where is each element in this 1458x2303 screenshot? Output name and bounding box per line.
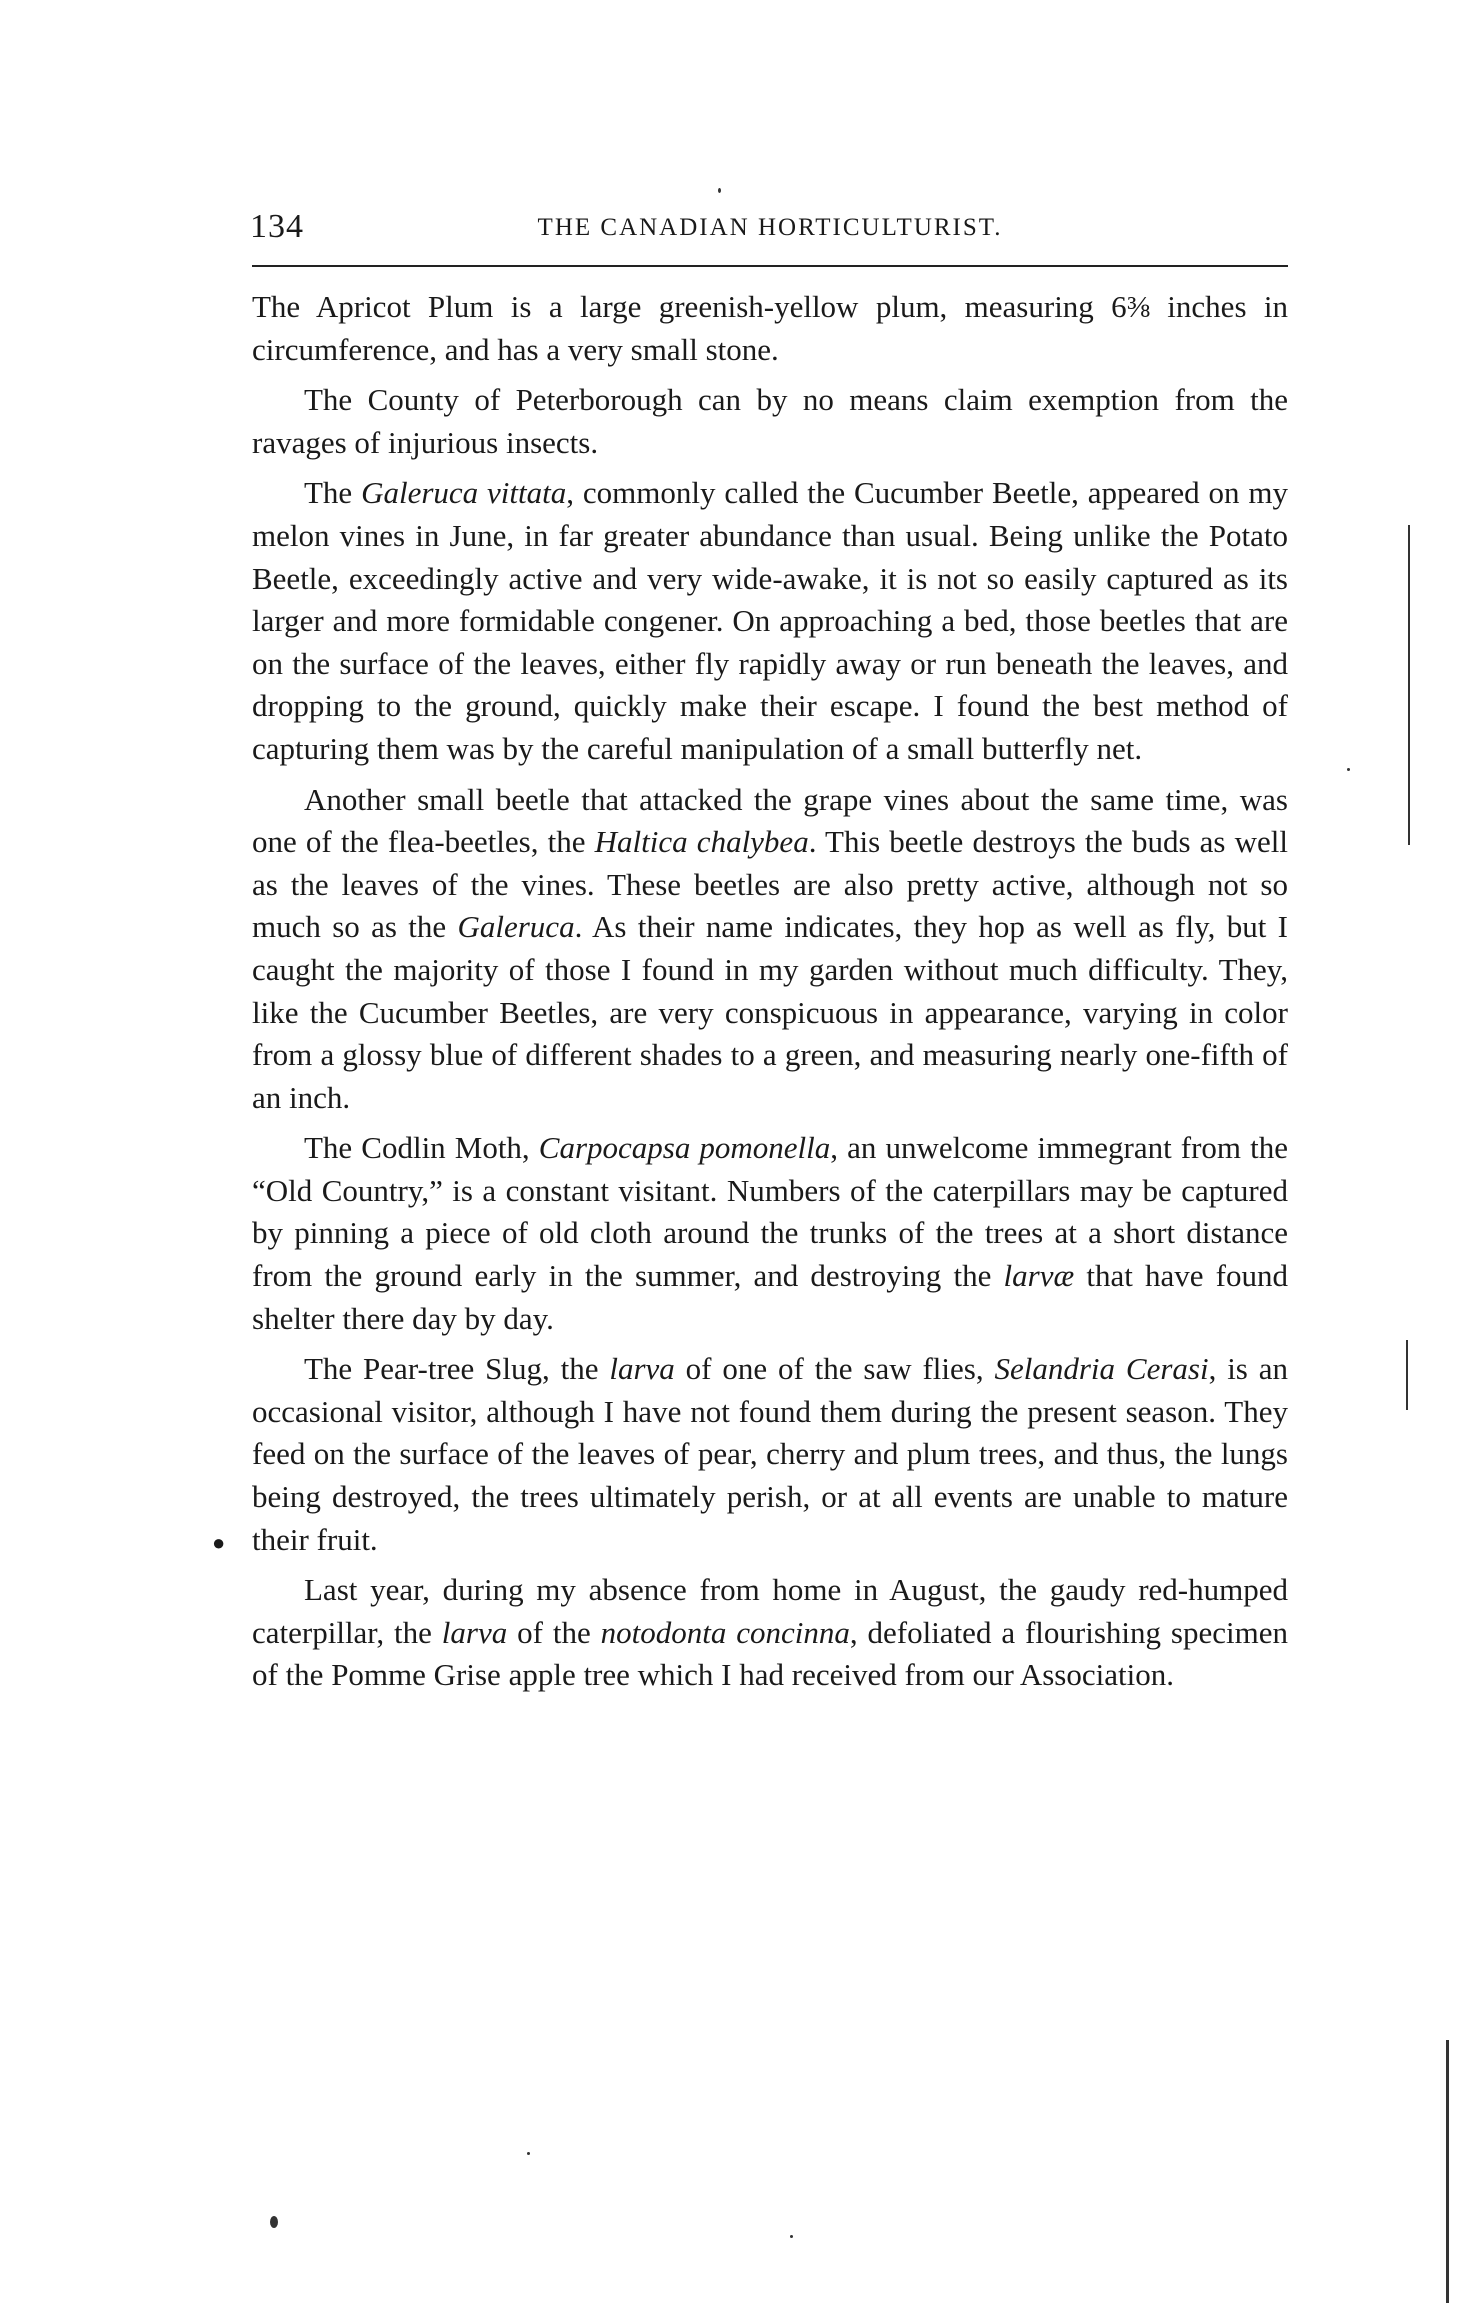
paragraph xyxy=(252,286,1288,371)
scan-speck xyxy=(527,2152,530,2155)
page-number: 134 xyxy=(250,208,304,245)
scan-margin-line xyxy=(1408,525,1410,845)
italic-term: Haltica chalybea xyxy=(594,824,809,860)
scan-speck xyxy=(718,188,721,193)
text-run: of the xyxy=(507,1614,601,1650)
running-title: THE CANADIAN HORTICULTURIST. xyxy=(537,214,1003,241)
italic-term: Carpocapsa pomonella xyxy=(538,1130,831,1166)
scan-speck xyxy=(790,2235,793,2238)
text-run: that have found shelter there day by day. xyxy=(252,1258,1289,1336)
header-rule xyxy=(252,265,1288,267)
italic-term: larva xyxy=(609,1351,675,1387)
italic-term: notodonta concinna xyxy=(600,1614,850,1650)
text-run: The Pear-tree Slug, the xyxy=(304,1351,610,1387)
scan-margin-line xyxy=(1446,2040,1449,2303)
scan-margin-line xyxy=(1406,1340,1408,1410)
text-run: , is an occasional visitor, although I have not found them during the present season. They feed on the surface of the leaves of pear, cherry and plum trees, and thus, the lungs being destroyed, the trees ultimately perish, or at all events are unable to mature their fruit. xyxy=(252,1351,1288,1557)
text-run: Last year, during my absence from home in August, the gaudy red-humped caterpillar, the xyxy=(252,1572,1288,1650)
italic-term: Galeruca xyxy=(457,909,575,945)
text-run: The County of Peterborough can by no means claim exemption from the ravages of injurious insects. xyxy=(252,382,1288,460)
text-run: The Codlin Moth, xyxy=(304,1130,539,1166)
paragraph xyxy=(252,472,1288,770)
paragraph xyxy=(252,779,1288,1120)
scan-speck xyxy=(1347,768,1350,771)
text-run: The Apricot Plum is a large greenish-yellow plum, measuring 6⅜ inches in circumference, and has a very small stone. xyxy=(252,289,1288,367)
text-run: , commonly called the Cucumber Beetle, appeared on my melon vines in June, in far greater abundance than usual. Being unlike the Potato Beetle, exceedingly active and very wide-awake, it is not so easily captured as its larger and more formidable congener. On approaching a bed, those beetles that are on the surface of the leaves, either fly rapidly away or run beneath the leaves, and dropping to the ground, quickly make their escape. I found the best method of capturing them was by the careful manipulation of a small butterfly net. xyxy=(252,475,1288,766)
article-body xyxy=(252,286,1288,1705)
scan-speck xyxy=(270,2216,278,2228)
paragraph xyxy=(252,379,1288,464)
paragraph xyxy=(252,1348,1288,1561)
paragraph xyxy=(252,1127,1288,1340)
text-run: of one of the saw flies, xyxy=(674,1351,995,1387)
text-run: , defoliated a flourishing specimen of the Pomme Grise apple tree which I had received from our Association. xyxy=(252,1614,1288,1693)
italic-term: Galeruca vittata xyxy=(361,475,567,511)
text-run: , an unwelcome immegrant from the “Old Country,” is a constant visitant. Numbers of the caterpillars may be captured by pinning a piece of old cloth around the trunks of the trees at a short distance from the ground early in the summer, and destroying the xyxy=(252,1130,1288,1294)
text-run: Another small beetle that attacked the grape vines about the same time, was one of the flea-beetles, the xyxy=(252,781,1288,860)
page-header xyxy=(250,208,1290,260)
text-run: The xyxy=(304,475,362,511)
italic-term: larva xyxy=(441,1614,508,1650)
italic-term: larvæ xyxy=(1003,1258,1075,1294)
text-run: . As their name indicates, they hop as well as fly, but I caught the majority of those I found in my garden without much difficulty. They, like the Cucumber Beetles, are very conspicuous in appearance, varying in color from a glossy blue of different shades to a green, and measuring nearly one-fifth of an inch. xyxy=(252,909,1288,1115)
italic-term: Selandria Cerasi xyxy=(994,1351,1209,1387)
margin-bullet-mark: ● xyxy=(212,1530,226,1555)
paragraph xyxy=(252,1569,1288,1697)
text-run: . This beetle destroys the buds as well as the leaves of the vines. These beetles are also pretty active, although not so much so as the xyxy=(252,824,1288,945)
